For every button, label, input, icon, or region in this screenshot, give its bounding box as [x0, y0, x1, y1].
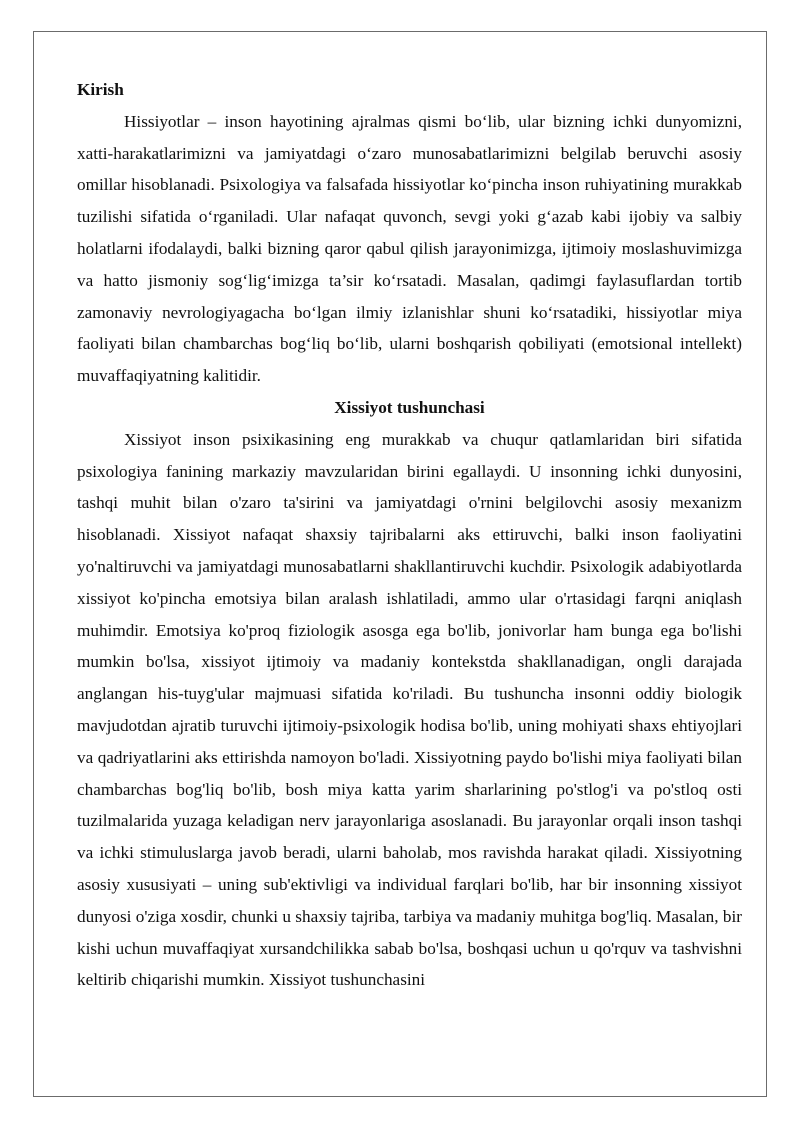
intro-paragraph: Hissiyotlar – inson hayotining ajralmas qismi bo‘lib, ular bizning ichki dunyomizni, xatti-harakatlarimizni va jamiyatdagi o‘zaro munosabatlarimizni belgilab beruvchi asosiy omillar hisoblanadi. Psixologiya va falsafada hissiyotlar ko‘pincha inson ruhiyatining murakkab tuzilishi sifatida o‘rganiladi. Ular nafaqat quvonch, sevgi yoki g‘azab kabi ijobiy va salbiy holatlarni ifodalaydi, balki bizning qaror qabul qilish jarayonimizga, ijtimoiy moslashuvimizga va hatto jismoniy sog‘lig‘imizga ta’sir ko‘rsatadi. Masalan, qadimgi faylasuflardan tortib zamonaviy nevrologiyagacha bo‘lgan ilmiy izlanishlar shuni ko‘rsatadiki, hissiyotlar miya faoliyati bilan chambarchas bog‘liq bo‘lib, ularni boshqarish qobiliyati (emotsional intellekt) muvaffaqiyatning kalitidir.	[77, 111, 742, 386]
document-body	[77, 74, 742, 996]
section-heading-concept: Xissiyot tushunchasi	[334, 397, 485, 417]
section-heading-intro: Kirish	[77, 80, 124, 99]
concept-paragraph: Xissiyot inson psixikasining eng murakkab va chuqur qatlamlaridan biri sifatida psixologiya fanining markaziy mavzularidan birini egallaydi. U insonning ichki dunyosini, tashqi muhit bilan o'zaro ta'sirini va jamiyatdagi o'rnini belgilovchi asosiy mexanizm hisoblanadi. Xissiyot nafaqat shaxsiy tajribalarni aks ettiruvchi, balki inson faoliyatini yo'naltiruvchi va jamiyatdagi munosabatlarni shakllantiruvchi kuchdir. Psixologik adabiyotlarda xissiyot ko'pincha emotsiya bilan aralash ishlatiladi, ammo ular o'rtasidagi farqni aniqlash muhimdir. Emotsiya ko'proq fiziologik asosga ega bo'lib, jonivorlar ham bunga ega bo'lishi mumkin bo'lsa, xissiyot ijtimoiy va madaniy kontekstda shakllanadigan, ongli darajada anglangan his-tuyg'ular majmuasi sifatida ko'riladi. Bu tushuncha insonni oddiy biologik mavjudotdan ajratib turuvchi ijtimoiy-psixologik hodisa bo'lib, uning mohiyati shaxs ehtiyojlari va qadriyatlarini aks ettirishda namoyon bo'ladi. Xissiyotning paydo bo'lishi miya faoliyati bilan chambarchas bog'liq bo'lib, bosh miya katta yarim sharlarining po'stlog'i va po'stloq osti tuzilmalarida yuzaga keladigan nerv jarayonlariga asoslanadi. Bu jarayonlar orqali inson tashqi va ichki stimuluslarga javob beradi, ularni baholab, mos ravishda harakat qiladi. Xissiyotning asosiy xususiyati – uning sub'ektivligi va individual farqlari bo'lib, har bir insonning xissiyot dunyosi o'ziga xosdir, chunki u shaxsiy tajriba, tarbiya va madaniy muhitga bog'liq. Masalan, bir kishi uchun muvaffaqiyat xursandchilikka sabab bo'lsa, boshqasi uchun u qo'rquv va tashvishni keltirib chiqarishi mumkin. Xissiyot tushunchasini	[77, 429, 742, 990]
